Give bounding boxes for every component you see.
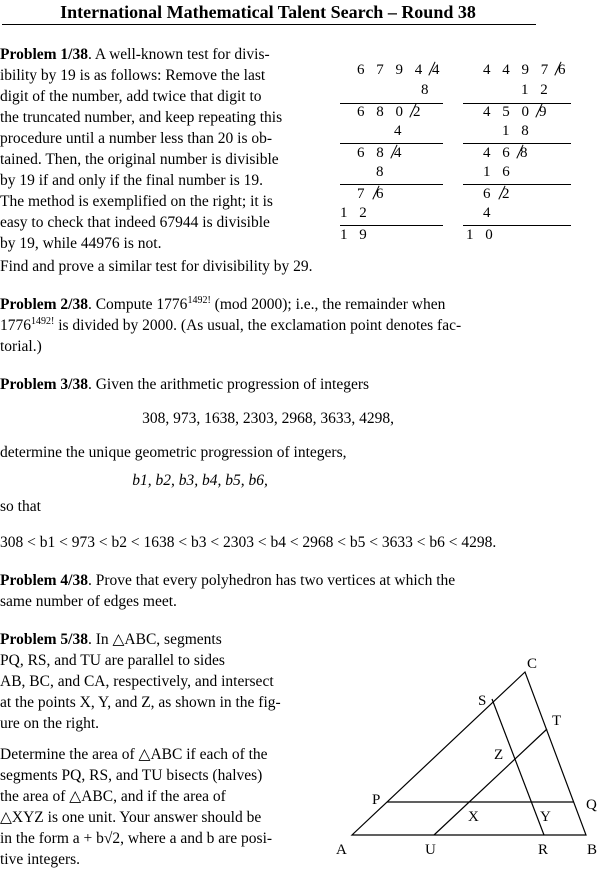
lc-struck-3: 6 (376, 186, 388, 202)
rc-row-1: 1 2 (521, 82, 552, 98)
problem-5-text (0, 629, 320, 870)
label-t: T (552, 713, 562, 729)
p3-so: so that (0, 498, 41, 515)
lc-row-6: 7 (357, 186, 369, 202)
problem-4-text (0, 570, 560, 612)
label-a: A (336, 842, 347, 856)
geometric-progression: b1, b2, b3, b4, b5, b6, (132, 472, 268, 489)
p1-line-1: ibility by 19 is as follows: Remove the last (0, 67, 266, 84)
triangle-figure (330, 650, 600, 856)
label-q: Q (586, 797, 597, 813)
lc-line-2 (340, 143, 443, 144)
label-r: R (538, 842, 549, 856)
rc-row-7: 4 (483, 205, 495, 221)
p5-line-2: AB, BC, and CA, respectively, and intersect (0, 673, 274, 690)
rc-struck-0: 6 (558, 62, 570, 78)
lc-row-5: 8 (376, 164, 388, 180)
label-y: Y (540, 809, 551, 825)
p1-line-9: by 19, while 44976 is not. (0, 235, 162, 252)
rc-line-4 (463, 225, 571, 226)
lc-struck-2: 4 (394, 145, 406, 161)
rc-line-3 (463, 184, 571, 185)
p5-line2-3: △XYZ is one unit. Your answer should be (0, 809, 262, 826)
p4-l1: . Prove that every polyhedron has two vertices at which the (87, 572, 456, 589)
label-c: C (527, 656, 538, 672)
lc-row-3: 4 (394, 123, 406, 139)
lc-row-1: 8 (421, 82, 433, 98)
problem-1-text (0, 44, 325, 254)
p5-line-0: . In △ABC, segments (87, 631, 222, 648)
lc-row-4: 6 8 (357, 145, 388, 161)
label-u: U (425, 842, 436, 856)
lc-struck-0: 4 (432, 62, 444, 78)
p5-line2-4: in the form a + b√2, where a and b are posi- (0, 830, 273, 847)
lc-line-3 (340, 184, 443, 185)
rc-struck-1: 9 (539, 104, 551, 120)
p5-line-1: PQ, RS, and TU are parallel to sides (0, 652, 225, 669)
p5-line-4: ure on the right. (0, 715, 100, 732)
label-s: S (478, 693, 487, 709)
p3-inequality: 308 < b1 < 973 < b2 < 1638 < b3 < 2303 < b4 < 2968 < b5 < 3633 < b6 < 4298. (0, 534, 497, 551)
problem-3-label: Problem 3/38 (0, 376, 88, 393)
title-rule (2, 24, 536, 25)
p3-intro: . Given the arithmetic progression of integers (87, 376, 370, 393)
rc-struck-2: 8 (520, 145, 532, 161)
label-z: Z (494, 747, 504, 763)
p1-line-8: easy to check that indeed 67944 is divisible (0, 214, 270, 231)
p1-line-7: The method is exemplified on the right; it is (0, 193, 273, 210)
rc-struck-3: 2 (502, 186, 514, 202)
rc-row-0: 4 4 9 7 (483, 62, 553, 78)
p5-line2-1: segments PQ, RS, and TU bisects (halves) (0, 767, 263, 784)
p5-line-3: at the points X, Y, and Z, as shown in the fig- (0, 694, 281, 711)
p3-mid: determine the unique geometric progression of integers, (0, 444, 347, 461)
p1-line-5: tained. Then, the original number is divisible (0, 151, 279, 168)
p4-l2: same number of edges meet. (0, 593, 177, 610)
p5-line2-2: the area of △ABC, and if the area of (0, 788, 226, 805)
problem-3-intro (0, 374, 369, 395)
rc-row-3: 1 8 (502, 123, 533, 139)
label-x: X (468, 809, 479, 825)
rc-row-6: 6 (483, 186, 495, 202)
arithmetic-progression: 308, 973, 1638, 2303, 2968, 3633, 4298, (142, 410, 394, 427)
rc-line-2 (463, 143, 571, 144)
p2-t2: (mod 2000); i.e., the remainder when (210, 296, 446, 313)
p2-t5: torial.) (0, 338, 42, 355)
p2-t4: is divided by 2000. (As usual, the exclamation point denotes fac- (54, 317, 462, 334)
p2-exp-1: 1492! (187, 295, 211, 306)
p2-exp-2: 1492! (31, 316, 55, 327)
problem-5-label: Problem 5/38 (0, 631, 88, 648)
p5-line2-5: tive integers. (0, 851, 81, 868)
p5-line2-0: Determine the area of △ABC if each of the (0, 746, 268, 763)
lc-row-2: 6 8 0 (357, 104, 407, 120)
p1-line-0: . A well-known test for divis- (87, 46, 270, 63)
rc-row-8: 1 0 (466, 227, 497, 243)
lc-row-8: 1 9 (340, 227, 371, 243)
problem-1-find: Find and prove a similar test for divisibility by 29. (0, 258, 313, 275)
problem-2-text (0, 294, 560, 357)
page-title: International Mathematical Talent Search – Round 38 (60, 2, 476, 22)
segment-rs (492, 699, 544, 835)
p1-line-6: by 19 if and only if the final number is 19. (0, 172, 264, 189)
lc-line-4 (340, 225, 443, 226)
p2-t3: 1776 (0, 317, 31, 334)
lc-row-7: 1 2 (340, 205, 371, 221)
label-p: P (372, 792, 381, 808)
rc-row-5: 1 6 (483, 164, 514, 180)
lc-row-0: 6 7 9 4 (357, 62, 427, 78)
lc-struck-1: 2 (413, 104, 425, 120)
p2-t1: . Compute 1776 (87, 296, 188, 313)
p1-line-2: digit of the number, add twice that digit to (0, 88, 262, 105)
segment-tu (434, 729, 547, 835)
p1-line-4: procedure until a number less than 20 is ob- (0, 130, 273, 147)
problem-2-label: Problem 2/38 (0, 296, 88, 313)
p1-line-3: the truncated number, and keep repeating this (0, 109, 283, 126)
rc-row-4: 4 6 (483, 145, 514, 161)
problem-4-label: Problem 4/38 (0, 572, 88, 589)
rc-row-2: 4 5 0 (483, 104, 533, 120)
problem-1-label: Problem 1/38 (0, 46, 88, 63)
label-b: B (587, 842, 598, 856)
